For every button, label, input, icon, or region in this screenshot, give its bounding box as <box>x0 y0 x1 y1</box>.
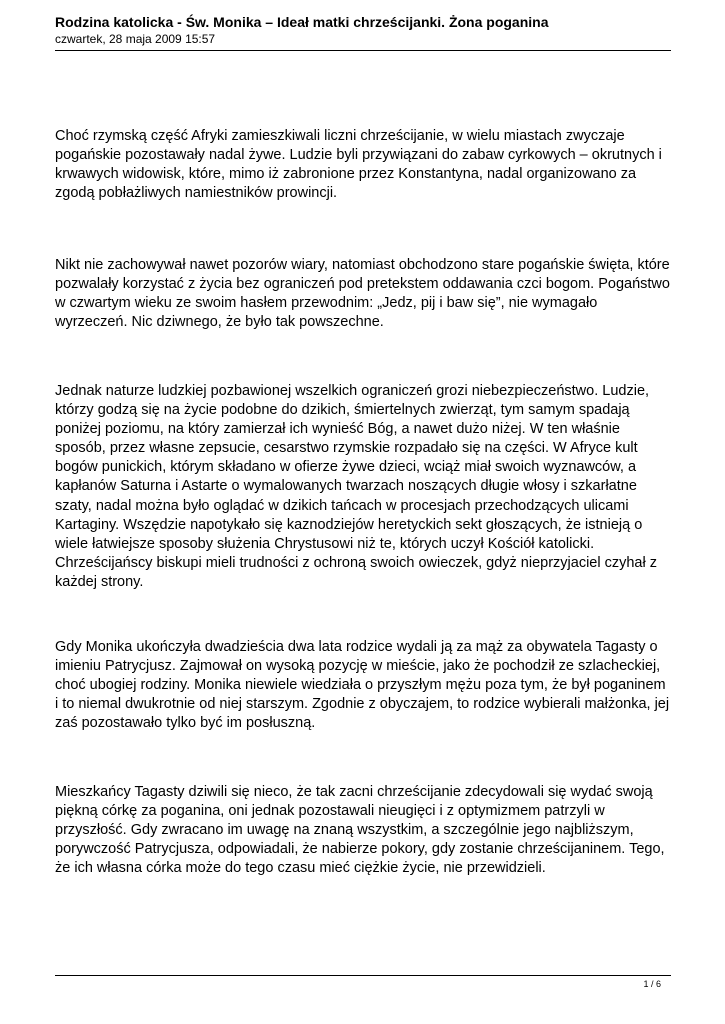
paragraph-line: przyszłość. Gdy zwracano im uwagę na znaną wszystkim, a szczególnie jego najbliższym, <box>55 822 634 839</box>
paragraph-line: pogańskie pozostawały nadal żywe. Ludzie byli przywiązani do zabaw cyrkowych – okrutnych i <box>55 147 662 164</box>
document-date: czwartek, 28 maja 2009 15:57 <box>55 32 216 46</box>
paragraph <box>55 638 673 733</box>
document-header <box>55 13 670 47</box>
paragraph-line: szaty, nadal można było oglądać w dzikich tańcach w procesjach przechodzących ulicami <box>55 497 629 514</box>
paragraph <box>55 127 673 203</box>
paragraph-line: porywczość Patrycjusza, odpowiadali, że nabierze pokory, gdy zostanie chrześcijaninem. Tego, <box>55 841 665 858</box>
paragraph-line: piękną córkę za poganina, oni jednak pozostawali nieugięci i z optymizmem patrzyli w <box>55 803 605 820</box>
paragraph-line: wyrzeczeń. Nic dziwnego, że było tak powszechne. <box>55 314 384 331</box>
paragraph-line: wiele łatwiejsze sposoby służenia Chrystusowi niż te, których uczył Kościół katolicki. <box>55 535 595 552</box>
paragraph-line: że ich własna córka może do tego czasu mieć ciężkie życie, nie przewidzieli. <box>55 860 546 877</box>
paragraph-line: imieniu Patrycjusz. Zajmował on wysoką pozycję w mieście, jako że pochodził ze szlacheckiej, <box>55 658 661 675</box>
paragraph-line: choć ubogiej rodziny. Monika niewiele wiedziała o przyszłym mężu poza tym, że był poganinem <box>55 677 666 694</box>
paragraph-line: poniżej poziomu, na który zamierzał ich wynieść Bóg, a nawet dużo niżej. W ten właśnie <box>55 421 620 438</box>
paragraph-line: sposób, przez własne zepsucie, cesarstwo rzymskie rozpadało się na części. W Afryce kult <box>55 440 638 457</box>
paragraph-line: Gdy Monika ukończyła dwadzieścia dwa lata rodzice wydali ją za mąż za obywatela Tagasty o <box>55 639 658 655</box>
paragraph-line: kapłanów Saturna i Astarte o wymalowanych twarzach noszących długie włosy i szkarłatne <box>55 478 637 495</box>
paragraph-line: krwawych widowisk, które, mimo iż zabronione przez Konstantyna, nadal organizowano za <box>55 166 637 183</box>
paragraph-line: Choć rzymską część Afryki zamieszkiwali liczni chrześcijanie, w wielu miastach zwyczaje <box>55 128 625 144</box>
header-divider <box>55 50 671 51</box>
paragraph-line: Mieszkańcy Tagasty dziwili się nieco, że tak zacni chrześcijanie zdecydowali się wydać swoją <box>55 784 653 800</box>
paragraph-line: Jednak naturze ludzkiej pozbawionej wszelkich ograniczeń grozi niebezpieczeństwo. Ludzie, <box>55 383 650 399</box>
paragraph-line: którzy godzą się na życie podobne do dzikich, śmiertelnych zwierząt, tym samym spadają <box>55 402 630 419</box>
paragraph-line: bogów punickich, którym składano w ofierze żywe dzieci, wciąż miał swoich wyznawców, a <box>55 459 637 476</box>
paragraph-line: Kartaginy. Wszędzie napotykało się kaznodziejów heretyckich sekt głoszących, że istnieją o <box>55 516 643 533</box>
paragraph-line: zgodą pobłażliwych namiestników prowincji. <box>55 185 338 202</box>
paragraph-line: zaś pozostawało tylko być im posłuszną. <box>55 715 316 732</box>
paragraph <box>55 382 673 592</box>
paragraph-line: Chrześcijańscy biskupi mieli trudności z ochroną swoich owieczek, gdyż nieprzyjaciel czyhał z <box>55 554 657 571</box>
paragraph-line: pozwalały korzystać z życia bez ograniczeń pod pretekstem oddawania czci bogom. Pogaństwo <box>55 276 670 293</box>
paragraph <box>55 783 673 878</box>
paragraph-line: i to niemal dwukrotnie od niej starszym. Zgodnie z obyczajem, to rodzice wybierali małżonka, jej <box>55 696 670 713</box>
paragraph-line: każdej strony. <box>55 573 144 590</box>
paragraph <box>55 256 673 332</box>
footer-divider <box>55 975 671 976</box>
document-title: Rodzina katolicka - Św. Monika – Ideał matki chrześcijanki. Żona poganina <box>55 14 549 30</box>
page-number: 1 / 6 <box>643 979 661 989</box>
paragraph-line: w czwartym wieku ze swoim hasłem przewodnim: „Jedz, pij i baw się”, nie wymagało <box>55 295 598 312</box>
paragraph-line: Nikt nie zachowywał nawet pozorów wiary, natomiast obchodzono stare pogańskie święta, które <box>55 257 670 273</box>
